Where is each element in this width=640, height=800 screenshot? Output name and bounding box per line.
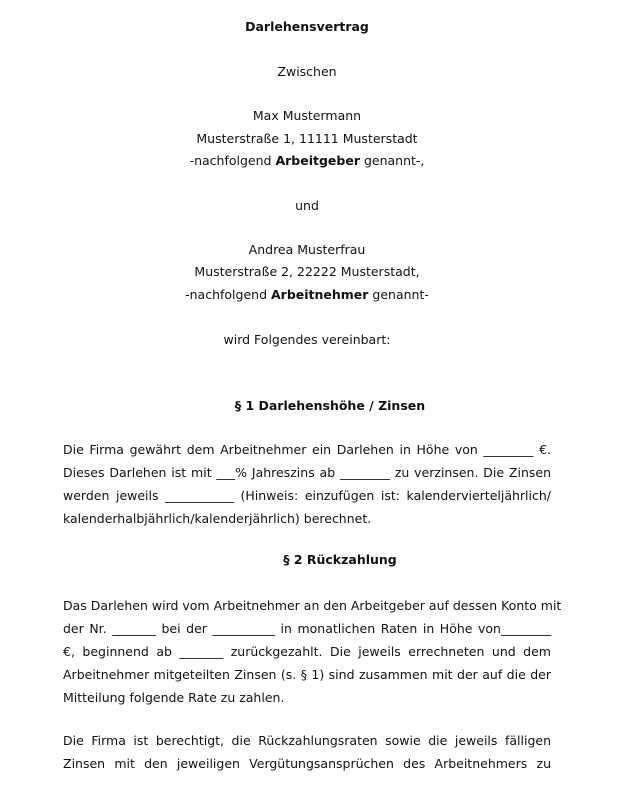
document-title: Darlehensvertrag [245, 19, 369, 34]
party1-role-suffix: genannt-, [360, 153, 425, 168]
party2-name: Andrea Musterfrau [248, 242, 366, 257]
section1-paragraph [63, 438, 551, 530]
section2-line: Mitteilung folgende Rate zu zahlen. [63, 690, 285, 705]
between-label: Zwischen [277, 64, 337, 79]
section2-paragraph2 [63, 729, 551, 775]
section1-heading: § 1 Darlehenshöhe / Zinsen [234, 398, 426, 413]
section2-line: der Nr. _______ bei der __________ in monatlichen Raten in Höhe von________ [63, 621, 551, 636]
section2-line: Das Darlehen wird vom Arbeitnehmer an den Arbeitgeber auf dessen Konto mit [63, 598, 562, 613]
section2-line: €, beginnend ab _______ zurückgezahlt. Die jeweils errechneten und dem [63, 644, 551, 659]
party1-role-prefix: -nachfolgend [189, 153, 276, 168]
section2-line: Die Firma ist berechtigt, die Rückzahlungsraten sowie die jeweils fälligen [63, 733, 551, 748]
section2-heading: § 2 Rückzahlung [283, 552, 397, 567]
party2-role-prefix: -nachfolgend [185, 287, 271, 302]
party1-role-term: Arbeitgeber [275, 153, 360, 168]
section1-line: Dieses Darlehen ist mit ___% Jahreszins ab ________ zu verzinsen. Die Zinsen [63, 465, 551, 480]
section1-line: Die Firma gewährt dem Arbeitnehmer ein Darlehen in Höhe von ________ €. [63, 442, 551, 457]
section1-line: kalenderhalbjährlich/kalenderjährlich) berechnet. [63, 511, 372, 526]
section2-line: Arbeitnehmer mitgeteilten Zinsen (s. § 1) sind zusammen mit der auf die der [63, 667, 551, 682]
agreed-label: wird Folgendes vereinbart: [223, 332, 391, 347]
section2-line: Zinsen mit den jeweiligen Vergütungsansprüchen des Arbeitnehmers zu [63, 756, 551, 771]
and-label: und [295, 198, 319, 213]
party2-role-suffix: genannt- [368, 287, 429, 302]
party2-role [0, 287, 614, 303]
section1-line: werden jeweils ___________ (Hinweis: einzufügen ist: kalendervierteljährlich/ [63, 488, 551, 503]
party1-name: Max Mustermann [252, 108, 362, 123]
party1-address: Musterstraße 1, 11111 Musterstadt [196, 131, 418, 146]
party1-role [0, 153, 614, 169]
party2-role-term: Arbeitnehmer [270, 287, 369, 302]
section2-paragraph1 [63, 594, 562, 709]
party2-address: Musterstraße 2, 22222 Musterstadt, [194, 264, 420, 279]
